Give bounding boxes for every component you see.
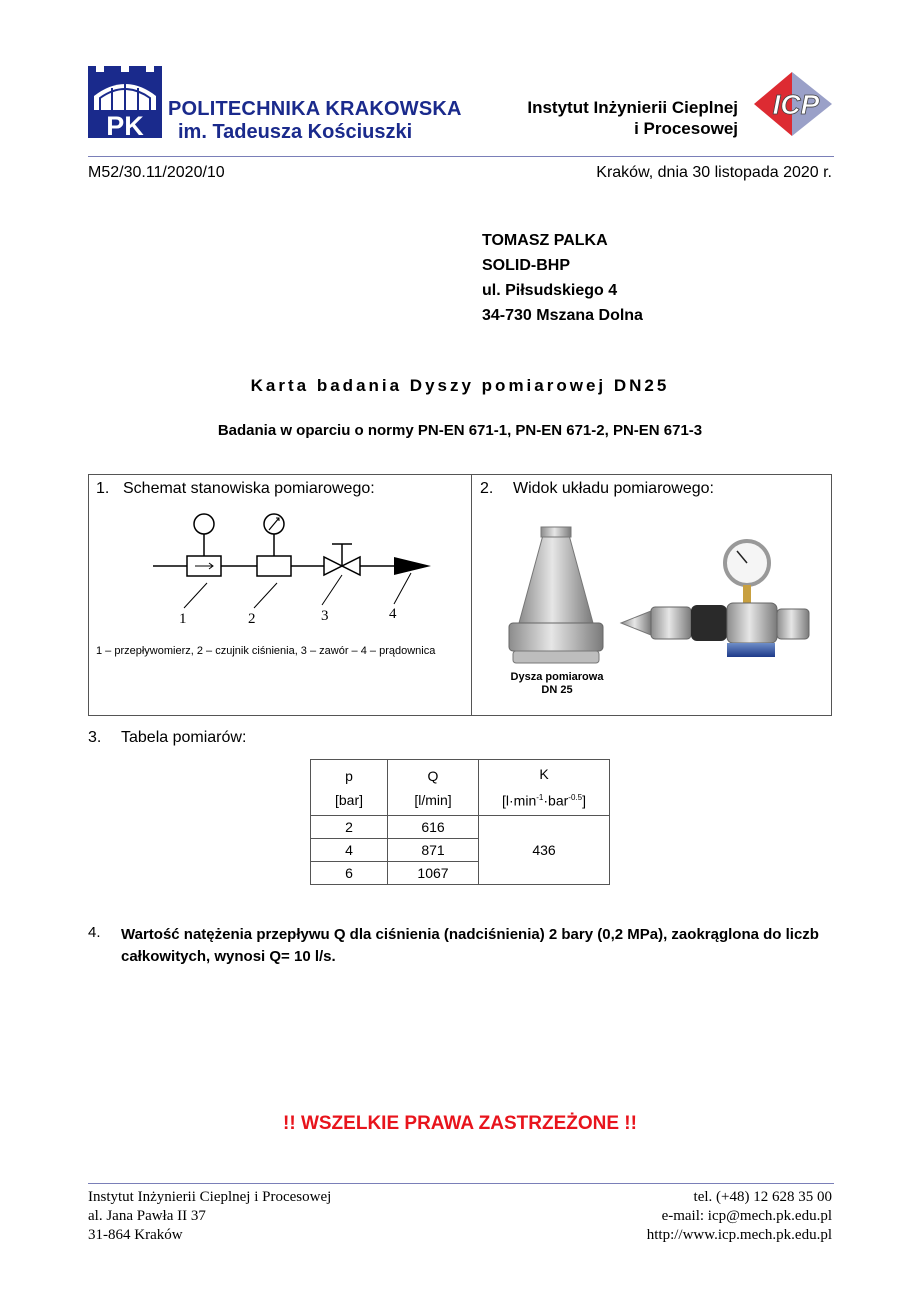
cell-p: 6 <box>311 862 388 885</box>
icp-logo-letters: ICP <box>772 89 820 120</box>
document-reference: M52/30.11/2020/10 <box>88 164 225 181</box>
photo-caption-line2: DN 25 <box>541 684 573 696</box>
cell-q: 871 <box>388 839 479 862</box>
photo-caption-line1: Dysza pomiarowa <box>510 671 604 683</box>
schematic-label-4: 4 <box>389 606 397 622</box>
schema-and-view-box <box>88 474 832 716</box>
measurement-table <box>310 759 610 885</box>
measurement-schematic <box>149 511 439 627</box>
section1-number: 1. <box>96 480 110 497</box>
header-q-symbol: Q <box>427 767 439 784</box>
footer-institute: Instytut Inżynierii Cieplnej i Procesowej <box>88 1189 332 1205</box>
section2-number: 2. <box>480 480 494 497</box>
footer-website[interactable]: http://www.icp.mech.pk.edu.pl <box>646 1227 832 1243</box>
gauge-1-symbol <box>194 514 214 534</box>
footer-street: al. Jana Pawła II 37 <box>88 1208 206 1224</box>
pk-logo-letters: PK <box>106 111 144 138</box>
section4-number: 4. <box>88 924 101 941</box>
section1-heading: Schemat stanowiska pomiarowego: <box>123 480 375 497</box>
institute-name-line1: Instytut Inżynierii Cieplnej <box>527 98 738 117</box>
header-divider <box>88 156 834 157</box>
header-k-symbol: K <box>539 766 549 783</box>
recipient-name: TOMASZ PALKA <box>482 232 608 249</box>
recipient-street: ul. Piłsudskiego 4 <box>482 282 618 299</box>
section3-number: 3. <box>88 729 102 746</box>
header-k-unit: $[l\cdot\min^{-1}\cdot bar^{-0.5}]$ <box>502 792 586 809</box>
box-divider <box>471 475 472 715</box>
recipient-company: SOLID-BHP <box>482 257 570 274</box>
cell-q: 1067 <box>388 862 479 885</box>
footer-divider <box>88 1183 834 1184</box>
institute-name-line2: i Procesowej <box>634 119 738 138</box>
footer-phone: tel. (+48) 12 628 35 00 <box>693 1189 832 1205</box>
document-title: Karta badania Dyszy pomiarowej DN25 <box>250 376 670 395</box>
cell-k: 436 <box>479 816 610 885</box>
header-k <box>479 760 610 816</box>
table-row <box>311 816 610 839</box>
schematic-label-1: 1 <box>179 611 187 627</box>
header-p-unit: [bar] <box>334 791 363 808</box>
document-subtitle: Badania w oparciu o normy PN-EN 671-1, PN-EN 671-2, PN-EN 671-3 <box>217 422 703 439</box>
nozzle-symbol <box>394 557 431 575</box>
header-q <box>388 760 479 816</box>
footer-address <box>88 1188 331 1245</box>
header-q-unit: [l/min] <box>414 791 452 808</box>
schematic-legend: 1 – przepływomierz, 2 – czujnik ciśnienia, 3 – zawór – 4 – prądownica <box>96 645 436 657</box>
section4-text: Wartość natężenia przepływu Q dla ciśnienia (nadciśnienia) 2 bary (0,2 MPa), zaokrąglona do liczb całkowitych, wynosi Q= 10 l/s. <box>121 926 819 965</box>
cell-p: 2 <box>311 816 388 839</box>
header-p <box>311 760 388 816</box>
schematic-label-2: 2 <box>248 611 256 627</box>
recipient-city: 34-730 Mszana Dolna <box>482 307 643 324</box>
footer-contact <box>647 1188 832 1245</box>
photo-caption <box>501 671 613 697</box>
university-name: POLITECHNIKA KRAKOWSKA <box>168 98 462 120</box>
university-patron: im. Tadeusza Kościuszki <box>178 121 413 143</box>
schematic-label-3: 3 <box>321 608 329 624</box>
icp-logo <box>752 70 834 138</box>
footer-city: 31-864 Kraków <box>88 1227 183 1243</box>
rights-notice: !! WSZELKIE PRAWA ZASTRZEŻONE !! <box>283 1113 637 1134</box>
cell-q: 616 <box>388 816 479 839</box>
pk-logo <box>88 66 162 138</box>
cell-p: 4 <box>311 839 388 862</box>
section3-heading: Tabela pomiarów: <box>121 729 247 746</box>
header-p-symbol: p <box>345 767 353 784</box>
place-date: Kraków, dnia 30 listopada 2020 r. <box>596 164 832 181</box>
pressure-sensor-symbol <box>257 556 291 576</box>
footer-email[interactable]: e-mail: icp@mech.pk.edu.pl <box>661 1208 832 1224</box>
section2-heading: Widok układu pomiarowego: <box>513 480 714 497</box>
